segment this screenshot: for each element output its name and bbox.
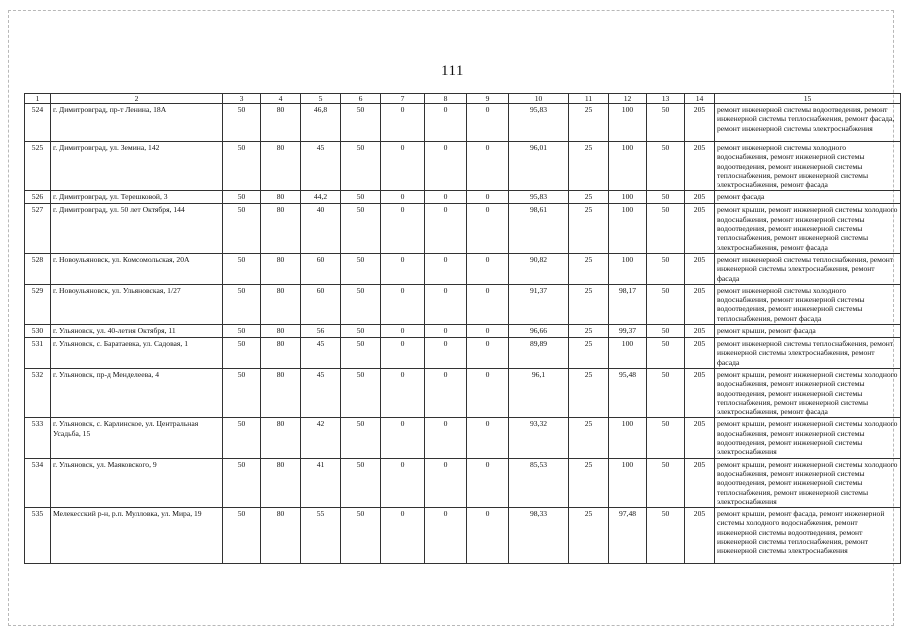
- row-number: 526: [25, 191, 51, 204]
- value-cell: 50: [647, 325, 685, 338]
- column-header: 8: [425, 94, 467, 104]
- value-cell: 50: [223, 325, 261, 338]
- value-cell: 50: [223, 204, 261, 253]
- value-cell: 25: [569, 368, 609, 417]
- value-cell: 44,2: [301, 191, 341, 204]
- value-cell: 45: [301, 142, 341, 191]
- value-cell: 0: [425, 142, 467, 191]
- value-cell: 50: [647, 508, 685, 564]
- value-cell: 0: [425, 253, 467, 284]
- value-cell: 25: [569, 104, 609, 142]
- row-number: 530: [25, 325, 51, 338]
- address-cell: г. Ульяновск, с. Карлинское, ул. Центральная Усадьба, 15: [51, 418, 223, 458]
- value-cell: 50: [341, 204, 381, 253]
- value-cell: 0: [381, 368, 425, 417]
- value-cell: 205: [685, 204, 715, 253]
- row-number: 534: [25, 458, 51, 507]
- value-cell: 40: [301, 204, 341, 253]
- value-cell: 91,37: [509, 284, 569, 324]
- value-cell: 100: [609, 191, 647, 204]
- address-cell: г. Димитровград, ул. 50 лет Октября, 144: [51, 204, 223, 253]
- table-row: [25, 325, 901, 338]
- value-cell: 205: [685, 142, 715, 191]
- value-cell: 95,83: [509, 191, 569, 204]
- value-cell: 0: [381, 458, 425, 507]
- value-cell: 80: [261, 368, 301, 417]
- value-cell: 50: [341, 191, 381, 204]
- work-list-cell: ремонт инженерной системы водоотведения, ремонт инженерной системы теплоснабжения, ремонт фасада, ремонт инженерной системы электроснабжения: [715, 104, 901, 142]
- value-cell: 205: [685, 338, 715, 369]
- value-cell: 80: [261, 458, 301, 507]
- value-cell: 0: [467, 253, 509, 284]
- work-list-cell: ремонт крыши, ремонт инженерной системы холодного водоснабжения, ремонт инженерной системы водоотведения, ремонт инженерной системы теплоснабжения, ремонт инженерной системы электроснабжения: [715, 458, 901, 507]
- column-header: 5: [301, 94, 341, 104]
- row-number: 527: [25, 204, 51, 253]
- work-list-cell: ремонт фасада: [715, 191, 901, 204]
- value-cell: 100: [609, 253, 647, 284]
- value-cell: 46,8: [301, 104, 341, 142]
- table-row: [25, 418, 901, 458]
- value-cell: 100: [609, 418, 647, 458]
- row-number: 528: [25, 253, 51, 284]
- value-cell: 0: [425, 368, 467, 417]
- value-cell: 50: [341, 508, 381, 564]
- value-cell: 50: [223, 418, 261, 458]
- column-header: 1: [25, 94, 51, 104]
- value-cell: 96,66: [509, 325, 569, 338]
- value-cell: 96,01: [509, 142, 569, 191]
- table-row: [25, 191, 901, 204]
- address-cell: г. Новоульяновск, ул. Комсомольская, 20А: [51, 253, 223, 284]
- value-cell: 80: [261, 142, 301, 191]
- value-cell: 50: [223, 458, 261, 507]
- value-cell: 45: [301, 338, 341, 369]
- value-cell: 25: [569, 458, 609, 507]
- value-cell: 50: [223, 253, 261, 284]
- value-cell: 0: [381, 338, 425, 369]
- value-cell: 100: [609, 104, 647, 142]
- value-cell: 25: [569, 191, 609, 204]
- row-number: 529: [25, 284, 51, 324]
- column-header: 11: [569, 94, 609, 104]
- table-header-row: [25, 94, 901, 104]
- value-cell: 41: [301, 458, 341, 507]
- column-header: 12: [609, 94, 647, 104]
- value-cell: 80: [261, 253, 301, 284]
- value-cell: 205: [685, 253, 715, 284]
- value-cell: 0: [381, 142, 425, 191]
- column-header: 2: [51, 94, 223, 104]
- value-cell: 80: [261, 418, 301, 458]
- row-number: 535: [25, 508, 51, 564]
- value-cell: 0: [425, 204, 467, 253]
- value-cell: 25: [569, 418, 609, 458]
- address-cell: г. Ульяновск, ул. 40-летия Октября, 11: [51, 325, 223, 338]
- value-cell: 0: [381, 325, 425, 338]
- value-cell: 50: [223, 104, 261, 142]
- value-cell: 50: [341, 142, 381, 191]
- value-cell: 93,32: [509, 418, 569, 458]
- table-row: [25, 508, 901, 564]
- value-cell: 50: [647, 284, 685, 324]
- column-header: 13: [647, 94, 685, 104]
- value-cell: 205: [685, 508, 715, 564]
- column-header: 9: [467, 94, 509, 104]
- value-cell: 80: [261, 104, 301, 142]
- value-cell: 50: [223, 284, 261, 324]
- value-cell: 0: [381, 508, 425, 564]
- value-cell: 0: [425, 458, 467, 507]
- column-header: 4: [261, 94, 301, 104]
- value-cell: 95,83: [509, 104, 569, 142]
- column-header: 6: [341, 94, 381, 104]
- value-cell: 96,1: [509, 368, 569, 417]
- value-cell: 0: [467, 284, 509, 324]
- address-cell: г. Ульяновск, с. Баратаевка, ул. Садовая, 1: [51, 338, 223, 369]
- value-cell: 80: [261, 508, 301, 564]
- work-list-cell: ремонт крыши, ремонт инженерной системы холодного водоснабжения, ремонт инженерной системы водоотведения, ремонт инженерной системы теплоснабжения, ремонт инженерной системы электроснабжения, ремонт фасада: [715, 204, 901, 253]
- value-cell: 205: [685, 368, 715, 417]
- table-row: [25, 284, 901, 324]
- work-list-cell: ремонт крыши, ремонт фасада, ремонт инженерной системы холодного водоснабжения, ремонт инженерной системы водоотведения, ремонт инженерной системы теплоснабжения, ремонт инженерной системы электроснабжения: [715, 508, 901, 564]
- value-cell: 98,17: [609, 284, 647, 324]
- data-table: [24, 93, 901, 564]
- page-number: 111: [441, 63, 464, 79]
- value-cell: 50: [647, 142, 685, 191]
- column-header: 3: [223, 94, 261, 104]
- value-cell: 100: [609, 458, 647, 507]
- value-cell: 0: [467, 338, 509, 369]
- value-cell: 100: [609, 338, 647, 369]
- work-list-cell: ремонт инженерной системы теплоснабжения, ремонт инженерной системы электроснабжения, ремонт фасада: [715, 253, 901, 284]
- value-cell: 50: [647, 253, 685, 284]
- value-cell: 50: [223, 368, 261, 417]
- value-cell: 85,53: [509, 458, 569, 507]
- work-list-cell: ремонт крыши, ремонт инженерной системы холодного водоснабжения, ремонт инженерной системы водоотведения, ремонт инженерной системы электроснабжения: [715, 418, 901, 458]
- value-cell: 98,61: [509, 204, 569, 253]
- value-cell: 0: [467, 368, 509, 417]
- table-row: [25, 142, 901, 191]
- value-cell: 50: [647, 104, 685, 142]
- column-header: 15: [715, 94, 901, 104]
- value-cell: 89,89: [509, 338, 569, 369]
- value-cell: 0: [381, 191, 425, 204]
- value-cell: 80: [261, 204, 301, 253]
- value-cell: 0: [381, 284, 425, 324]
- row-number: 533: [25, 418, 51, 458]
- column-header: 10: [509, 94, 569, 104]
- work-list-cell: ремонт инженерной системы холодного водоснабжения, ремонт инженерной системы водоотведения, ремонт инженерной системы теплоснабжения, ремонт фасада: [715, 284, 901, 324]
- value-cell: 25: [569, 325, 609, 338]
- value-cell: 100: [609, 204, 647, 253]
- value-cell: 205: [685, 191, 715, 204]
- value-cell: 0: [381, 418, 425, 458]
- value-cell: 0: [467, 191, 509, 204]
- value-cell: 50: [341, 253, 381, 284]
- value-cell: 80: [261, 338, 301, 369]
- address-cell: Мелекесский р-н, р.п. Мулловка, ул. Мира, 19: [51, 508, 223, 564]
- value-cell: 80: [261, 284, 301, 324]
- value-cell: 25: [569, 508, 609, 564]
- work-list-cell: ремонт инженерной системы холодного водоснабжения, ремонт инженерной системы водоотведения, ремонт инженерной системы теплоснабжения, ремонт инженерной системы электроснабжения, ремонт фасада: [715, 142, 901, 191]
- value-cell: 50: [341, 418, 381, 458]
- value-cell: 50: [647, 338, 685, 369]
- value-cell: 0: [381, 104, 425, 142]
- column-header: 14: [685, 94, 715, 104]
- table-row: [25, 104, 901, 142]
- address-cell: г. Ульяновск, пр-д Менделеева, 4: [51, 368, 223, 417]
- value-cell: 50: [647, 418, 685, 458]
- value-cell: 0: [467, 142, 509, 191]
- work-list-cell: ремонт крыши, ремонт инженерной системы холодного водоснабжения, ремонт инженерной системы водоотведения, ремонт инженерной системы теплоснабжения, ремонт инженерной системы электроснабжения, ремонт фасада: [715, 368, 901, 417]
- value-cell: 25: [569, 284, 609, 324]
- value-cell: 50: [341, 338, 381, 369]
- value-cell: 95,48: [609, 368, 647, 417]
- value-cell: 100: [609, 142, 647, 191]
- value-cell: 25: [569, 253, 609, 284]
- table-row: [25, 458, 901, 507]
- value-cell: 0: [467, 325, 509, 338]
- row-number: 524: [25, 104, 51, 142]
- value-cell: 0: [425, 338, 467, 369]
- value-cell: 0: [425, 104, 467, 142]
- value-cell: 50: [223, 191, 261, 204]
- value-cell: 0: [425, 418, 467, 458]
- value-cell: 50: [223, 142, 261, 191]
- value-cell: 50: [341, 325, 381, 338]
- value-cell: 25: [569, 338, 609, 369]
- value-cell: 42: [301, 418, 341, 458]
- table-row: [25, 204, 901, 253]
- column-header: 7: [381, 94, 425, 104]
- value-cell: 0: [467, 104, 509, 142]
- value-cell: 50: [647, 191, 685, 204]
- value-cell: 56: [301, 325, 341, 338]
- value-cell: 0: [381, 253, 425, 284]
- value-cell: 25: [569, 204, 609, 253]
- row-number: 531: [25, 338, 51, 369]
- value-cell: 60: [301, 253, 341, 284]
- value-cell: 90,82: [509, 253, 569, 284]
- address-cell: г. Ульяновск, ул. Маяковского, 9: [51, 458, 223, 507]
- value-cell: 0: [425, 191, 467, 204]
- value-cell: 50: [647, 204, 685, 253]
- table-row: [25, 253, 901, 284]
- value-cell: 0: [467, 204, 509, 253]
- value-cell: 98,33: [509, 508, 569, 564]
- row-number: 532: [25, 368, 51, 417]
- value-cell: 205: [685, 104, 715, 142]
- value-cell: 50: [223, 508, 261, 564]
- value-cell: 0: [467, 458, 509, 507]
- value-cell: 205: [685, 418, 715, 458]
- work-list-cell: ремонт крыши, ремонт фасада: [715, 325, 901, 338]
- value-cell: 205: [685, 284, 715, 324]
- value-cell: 50: [341, 458, 381, 507]
- value-cell: 50: [647, 458, 685, 507]
- value-cell: 60: [301, 284, 341, 324]
- value-cell: 205: [685, 325, 715, 338]
- value-cell: 205: [685, 458, 715, 507]
- value-cell: 50: [223, 338, 261, 369]
- address-cell: г. Димитровград, пр-т Ленина, 18А: [51, 104, 223, 142]
- value-cell: 45: [301, 368, 341, 417]
- address-cell: г. Димитровград, ул. Земина, 142: [51, 142, 223, 191]
- row-number: 525: [25, 142, 51, 191]
- value-cell: 0: [467, 418, 509, 458]
- value-cell: 25: [569, 142, 609, 191]
- value-cell: 0: [381, 204, 425, 253]
- value-cell: 80: [261, 325, 301, 338]
- work-list-cell: ремонт инженерной системы теплоснабжения, ремонт инженерной системы электроснабжения, ремонт фасада: [715, 338, 901, 369]
- value-cell: 0: [425, 508, 467, 564]
- value-cell: 80: [261, 191, 301, 204]
- value-cell: 0: [425, 284, 467, 324]
- value-cell: 55: [301, 508, 341, 564]
- value-cell: 50: [341, 368, 381, 417]
- value-cell: 50: [647, 368, 685, 417]
- table-row: [25, 368, 901, 417]
- value-cell: 50: [341, 284, 381, 324]
- value-cell: 0: [425, 325, 467, 338]
- value-cell: 99,37: [609, 325, 647, 338]
- value-cell: 0: [467, 508, 509, 564]
- address-cell: г. Димитровград, ул. Терешковой, 3: [51, 191, 223, 204]
- value-cell: 97,48: [609, 508, 647, 564]
- address-cell: г. Новоульяновск, ул. Ульяновская, 1/27: [51, 284, 223, 324]
- table-row: [25, 338, 901, 369]
- value-cell: 50: [341, 104, 381, 142]
